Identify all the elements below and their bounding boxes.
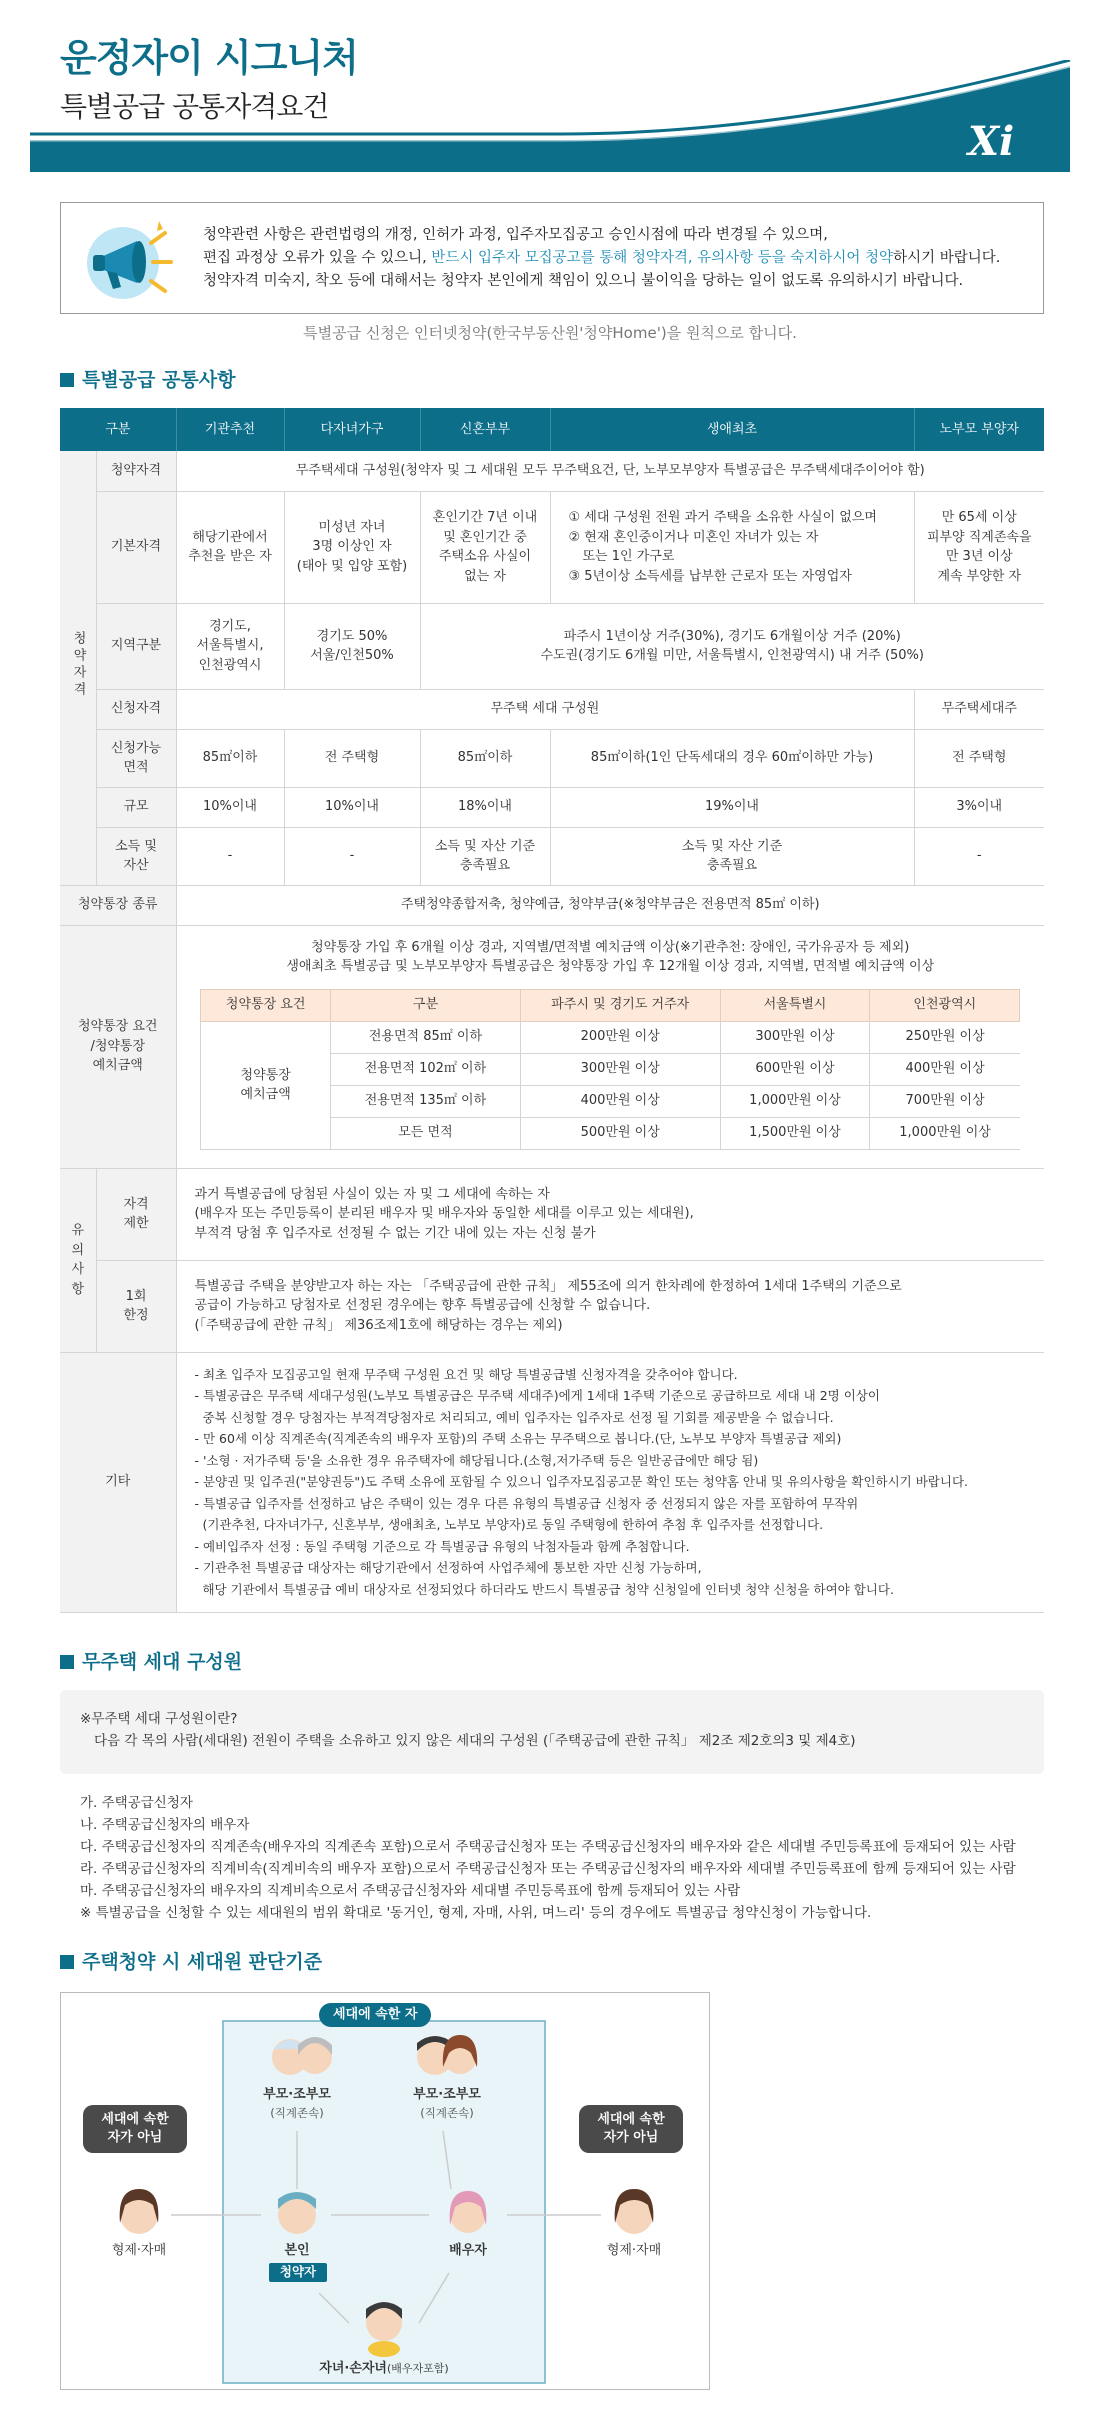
th-multichild: 다자녀가구 bbox=[284, 408, 420, 451]
children-label: 자녀·손자녀(배우자포함) bbox=[319, 2361, 449, 2376]
section-bullet-icon bbox=[60, 1655, 74, 1669]
deposit-cell: 전용면적 135㎡ 이하 bbox=[331, 1085, 521, 1117]
row-label: 청약자격 bbox=[96, 451, 176, 491]
deposit-label: 청약통장 예치금액 bbox=[201, 1021, 331, 1149]
table-row bbox=[60, 491, 1044, 603]
deposit-cell: 250만원 이상 bbox=[870, 1021, 1020, 1053]
section-title-common: 특별공급 공통사항 bbox=[60, 366, 235, 395]
table-row bbox=[60, 1352, 1044, 1612]
qualification-value: 무주택세대 구성원(청약자 및 그 세대원 모두 무주택요건, 단, 노부모부양자 특별공급은 무주택세대주이어야 함) bbox=[176, 451, 1044, 491]
list-item: 가. 주택공급신청자 bbox=[80, 1795, 193, 1811]
th-parents: 노부모 부양자 bbox=[914, 408, 1044, 451]
income-multichild: - bbox=[284, 827, 420, 885]
etc-list: - 최초 입주자 모집공고일 현재 무주택 구성원 요건 및 해당 특별공급별 신청자격을 갖추어야 합니다. - 특별공급은 무주택 세대구성원(노부모 특별공급은 무주택 세대주)에게 1세대 1주택 기준으로 공급하므로 세대 내 2명 이상이 중복 신청할 경우 당첨자는 부적격당첨자로 처리되고, 예비 입주자는 입주자로 선정 될 기회를 제공받을 수 없습니다. - 만 60세 이상 직계존속(직계존속의 배우자 포함)의 주택 소유는 무주택으로 봅니다.(단, 노부모 부양자 특별공급 제외) - '소형 · 저가주택 등'을 소유한 경우 유주택자에 해당됩니다.(소형,저가주택 등은 일반공급에만 해당 됨) - 분양권 및 입주권("분양권등")도 주택 소유에 포함될 수 있으니 입주자모집공고문 확인 또는 청약홈 안내 및 유의사항을 확인하시기 바랍니다. - 특별공급 입주자를 선정하고 남은 주택이 있는 경우 다른 유형의 특별공급 신청자 중 선정되지 않은 자를 포함하여 무작위 (기관추천, 다자녀가구, 신혼부부, 생애최초, 노부모 부양자)로 동일 주택형에 한하여 추첨 후 입주자를 선정합니다. - 예비입주자 선정 : 동일 주택형 기준으로 각 특별공급 유형의 낙첨자들과 함께 추첨합니다. - 기관추천 특별공급 대상자는 해당기관에서 선정하여 사업주체에 통보한 자만 신청 가능하며, 해당 기관에서 특별공급 예비 대상자로 선정되었다 하더라도 반드시 특별공급 청약 신청일에 인터넷 청약 신청을 하여야 합니다. bbox=[176, 1352, 1044, 1612]
applicant-parents: 무주택세대주 bbox=[914, 689, 1044, 729]
applicant-value: 무주택 세대 구성원 bbox=[176, 689, 914, 729]
row-label: 자격 제한 bbox=[96, 1168, 176, 1260]
deposit-cell: 700만원 이상 bbox=[870, 1085, 1020, 1117]
table-row bbox=[60, 729, 1044, 787]
definition-question: ※무주택 세대 구성원이란? bbox=[80, 1711, 238, 1727]
section-title-no-house: 무주택 세대 구성원 bbox=[60, 1648, 242, 1677]
xi-logo-text: Xi bbox=[968, 118, 1015, 165]
deposit-th: 구분 bbox=[331, 989, 521, 1021]
notice-box bbox=[60, 202, 1044, 314]
deposit-row bbox=[201, 1021, 1020, 1053]
header-banner bbox=[0, 60, 1100, 172]
region-agency: 경기도, 서울특별시, 인천광역시 bbox=[176, 603, 284, 689]
table-row bbox=[60, 827, 1044, 885]
basic-first-time: ① 세대 구성원 전원 과거 주택을 소유한 사실이 없으며 ② 현재 혼인중이거나 미혼인 자녀가 있는 자 또는 1인 가구로 ③ 5년이상 소득세를 납부한 근로자 또는 자영업자 bbox=[550, 491, 914, 603]
caution-limit: 과거 특별공급에 당첨된 사실이 있는 자 및 그 세대에 속하는 자 (배우자 또는 주민등록이 분리된 배우자 및 배우자와 동일한 세대를 이루고 있는 세대원), 부적격 당첨 후 입주자로 선정될 수 없는 기간 내에 있는 자는 신청 불가 bbox=[176, 1168, 1044, 1260]
page-title: 운정자이 시그니처 bbox=[60, 36, 358, 80]
table-row bbox=[60, 689, 1044, 729]
parents-label: 부모·조부모 (직계존속) bbox=[413, 2087, 481, 2120]
list-item: 나. 주택공급신청자의 배우자 bbox=[80, 1817, 250, 1833]
area-first-time: 85㎡이하(1인 단독세대의 경우 60㎡이하만 가능) bbox=[550, 729, 914, 787]
th-category: 구분 bbox=[60, 408, 176, 451]
notice-line-1: 청약관련 사항은 관련법령의 개정, 인허가 과정, 입주자모집공고 승인시점에 따라 변경될 수 있으며, bbox=[203, 226, 828, 243]
scale-multichild: 10%이내 bbox=[284, 787, 420, 827]
caution-once: 특별공급 주택을 분양받고자 하는 자는 「주택공급에 관한 규칙」 제55조에 의거 한차례에 한정하여 1세대 1주택의 기준으로 공급이 가능하고 당첨자로 선정된 경우에는 향후 특별공급에 신청할 수 없습니다. (「주택공급에 관한 규칙」 제36조제1호에 해당하는 경우는 제외) bbox=[176, 1260, 1044, 1352]
household-badge: 세대에 속한 자 bbox=[319, 2003, 431, 2027]
scale-first-time: 19%이내 bbox=[550, 787, 914, 827]
deposit-header-row bbox=[201, 989, 1020, 1021]
row-label: 기본자격 bbox=[96, 491, 176, 603]
deposit-cell: 1,000만원 이상 bbox=[870, 1117, 1020, 1149]
account-type-value: 주택청약종합저축, 청약예금, 청약부금(※청약부금은 전용면적 85㎡ 이하) bbox=[176, 885, 1044, 925]
deposit-cell: 500만원 이상 bbox=[520, 1117, 720, 1149]
account-req-cell bbox=[176, 925, 1044, 1168]
list-item: ※ 특별공급을 신청할 수 있는 세대원의 범위 확대로 '동거인, 형제, 자매, 사위, 며느리' 등의 경우에도 특별공급 청약신청이 가능합니다. bbox=[80, 1905, 872, 1921]
notice-line-3: 청약자격 미숙지, 착오 등에 대해서는 청약자 본인에게 책임이 있으니 불이익을 당하는 일이 없도록 유의하시기 바랍니다. bbox=[203, 272, 964, 289]
table-row bbox=[60, 787, 1044, 827]
row-label: 1회 한정 bbox=[96, 1260, 176, 1352]
sibling-left-icon bbox=[120, 2189, 159, 2234]
income-newlywed: 소득 및 자산 기준 충족필요 bbox=[420, 827, 550, 885]
row-label: 지역구분 bbox=[96, 603, 176, 689]
page-subtitle: 특별공급 공통자격요건 bbox=[60, 90, 329, 123]
region-rest: 파주시 1년이상 거주(30%), 경기도 6개월이상 거주 (20%) 수도권(경기도 6개월 미만, 서울특별시, 인천광역시) 내 거주 (50%) bbox=[420, 603, 1044, 689]
xi-logo bbox=[968, 112, 1014, 172]
parents-icon bbox=[417, 2035, 477, 2075]
section-bullet-icon bbox=[60, 1955, 74, 1969]
notice-text bbox=[203, 224, 1000, 293]
row-label: 신청자격 bbox=[96, 689, 176, 729]
deposit-cell: 200만원 이상 bbox=[520, 1021, 720, 1053]
diagram-canvas bbox=[61, 1993, 711, 2391]
table-row bbox=[60, 1168, 1044, 1260]
sibling-left-label: 형제·자매 bbox=[111, 2243, 167, 2258]
table-row bbox=[60, 885, 1044, 925]
deposit-cell: 전용면적 102㎡ 이하 bbox=[331, 1053, 521, 1085]
deposit-table bbox=[200, 989, 1020, 1150]
deposit-th: 인천광역시 bbox=[870, 989, 1020, 1021]
area-newlywed: 85㎡이하 bbox=[420, 729, 550, 787]
basic-newlywed: 혼인기간 7년 이내 및 혼인기간 중 주택소유 사실이 없는 자 bbox=[420, 491, 550, 603]
not-household-badge-right: 세대에 속한 자가 아님 bbox=[579, 2105, 683, 2153]
notice-highlight: 반드시 입주자 모집공고를 통해 청약자격, 유의사항 등을 숙지하시어 청약 bbox=[431, 249, 894, 266]
notice-line-2: 편집 과정상 오류가 있을 수 있으니, 반드시 입주자 모집공고를 통해 청약자격, 유의사항 등을 숙지하시어 청약하시기 바랍니다. bbox=[203, 249, 1001, 266]
list-item: 다. 주택공급신청자의 직계존속(배우자의 직계존속 포함)으로서 주택공급신청자 또는 주택공급신청자의 배우자와 같은 세대별 주민등록표에 등재되어 있는 사람 bbox=[80, 1839, 1016, 1855]
megaphone-icon bbox=[81, 213, 191, 303]
deposit-cell: 600만원 이상 bbox=[720, 1053, 870, 1085]
deposit-cell: 400만원 이상 bbox=[520, 1085, 720, 1117]
member-list bbox=[80, 1792, 1016, 1924]
th-agency: 기관추천 bbox=[176, 408, 284, 451]
income-agency: - bbox=[176, 827, 284, 885]
row-label: 기타 bbox=[60, 1352, 176, 1612]
income-parents: - bbox=[914, 827, 1044, 885]
row-label: 청약통장 요건 /청약통장 예치금액 bbox=[60, 925, 176, 1168]
th-first-time: 생애최초 bbox=[550, 408, 914, 451]
deposit-cell: 1,500만원 이상 bbox=[720, 1117, 870, 1149]
scale-newlywed: 18%이내 bbox=[420, 787, 550, 827]
region-multichild: 경기도 50% 서울/인천50% bbox=[284, 603, 420, 689]
row-label: 소득 및 자산 bbox=[96, 827, 176, 885]
section-bullet-icon bbox=[60, 373, 74, 387]
self-icon bbox=[278, 2192, 316, 2234]
scale-parents: 3%이내 bbox=[914, 787, 1044, 827]
th-newlywed: 신혼부부 bbox=[420, 408, 550, 451]
income-first-time: 소득 및 자산 기준 충족필요 bbox=[550, 827, 914, 885]
applicant-badge: 청약자 bbox=[269, 2263, 327, 2282]
no-house-definition bbox=[60, 1690, 1044, 1774]
grandparents-label: 부모·조부모 (직계존속) bbox=[263, 2087, 331, 2120]
deposit-th: 파주시 및 경기도 거주자 bbox=[520, 989, 720, 1021]
basic-parents: 만 65세 이상 피부양 직계존속을 만 3년 이상 계속 부양한 자 bbox=[914, 491, 1044, 603]
household-diagram bbox=[60, 1992, 710, 2390]
sibling-right-label: 형제·자매 bbox=[606, 2243, 662, 2258]
spouse-icon bbox=[450, 2191, 487, 2233]
header bbox=[0, 0, 1100, 172]
definition-answer: 다음 각 목의 사람(세대원) 전원이 주택을 소유하고 있지 않은 세대의 구성원 (「주택공급에 관한 규칙」 제2조 제2호의3 및 제4호) bbox=[94, 1733, 856, 1749]
section-title-household: 주택청약 시 세대원 판단기준 bbox=[60, 1948, 322, 1977]
list-item: 라. 주택공급신청자의 직계비속(직계비속의 배우자 포함)으로서 주택공급신청자 또는 주택공급신청자의 배우자와 세대별 주민등록표에 함께 등재되어 있는 사람 bbox=[80, 1861, 1016, 1877]
deposit-cell: 300만원 이상 bbox=[720, 1021, 870, 1053]
deposit-th: 서울특별시 bbox=[720, 989, 870, 1021]
row-label: 청약통장 종류 bbox=[60, 885, 176, 925]
area-multichild: 전 주택형 bbox=[284, 729, 420, 787]
sibling-right-icon bbox=[615, 2189, 654, 2234]
area-agency: 85㎡이하 bbox=[176, 729, 284, 787]
scale-agency: 10%이내 bbox=[176, 787, 284, 827]
child-icon bbox=[366, 2302, 402, 2357]
account-req-line-2: 생애최초 특별공급 및 노부모부양자 특별공급은 청약통장 가입 후 12개월 이상 경과, 지역별, 면적별 예치금액 이상 bbox=[286, 959, 935, 974]
basic-multichild: 미성년 자녀 3명 이상인 자 (태아 및 입양 포함) bbox=[284, 491, 420, 603]
deposit-cell: 300만원 이상 bbox=[520, 1053, 720, 1085]
account-req-line-1: 청약통장 가입 후 6개월 이상 경과, 지역별/면적별 예치금액 이상(※기관추천: 장애인, 국가유공자 등 제외) bbox=[311, 939, 910, 955]
online-application-note: 특별공급 신청은 인터넷청약(한국부동산원'청약Home')을 원칙으로 합니다. bbox=[303, 324, 797, 342]
deposit-cell: 1,000만원 이상 bbox=[720, 1085, 870, 1117]
deposit-th: 청약통장 요건 bbox=[201, 989, 331, 1021]
group-label-qualification: 청약자격 bbox=[60, 451, 96, 885]
caution-label: 유의 사항 bbox=[60, 1168, 96, 1352]
self-label: 본인 bbox=[284, 2243, 310, 2258]
not-household-badge-left: 세대에 속한 자가 아님 bbox=[83, 2105, 187, 2153]
spouse-label: 배우자 bbox=[449, 2243, 487, 2258]
list-item: 마. 주택공급신청자의 배우자의 직계비속으로서 주택공급신청자와 세대별 주민등록표에 함께 등재되어 있는 사람 bbox=[80, 1883, 741, 1899]
deposit-cell: 모든 면적 bbox=[331, 1117, 521, 1149]
grandparents-icon bbox=[272, 2037, 332, 2075]
table-row bbox=[60, 1260, 1044, 1352]
table-row bbox=[60, 603, 1044, 689]
table-row bbox=[60, 451, 1044, 491]
row-label: 규모 bbox=[96, 787, 176, 827]
row-label: 신청가능 면적 bbox=[96, 729, 176, 787]
deposit-cell: 전용면적 85㎡ 이하 bbox=[331, 1021, 521, 1053]
basic-agency: 해당기관에서 추천을 받은 자 bbox=[176, 491, 284, 603]
deposit-cell: 400만원 이상 bbox=[870, 1053, 1020, 1085]
common-requirements-table bbox=[60, 408, 1044, 1613]
table-header-row bbox=[60, 408, 1044, 451]
area-parents: 전 주택형 bbox=[914, 729, 1044, 787]
table-row bbox=[60, 925, 1044, 1168]
